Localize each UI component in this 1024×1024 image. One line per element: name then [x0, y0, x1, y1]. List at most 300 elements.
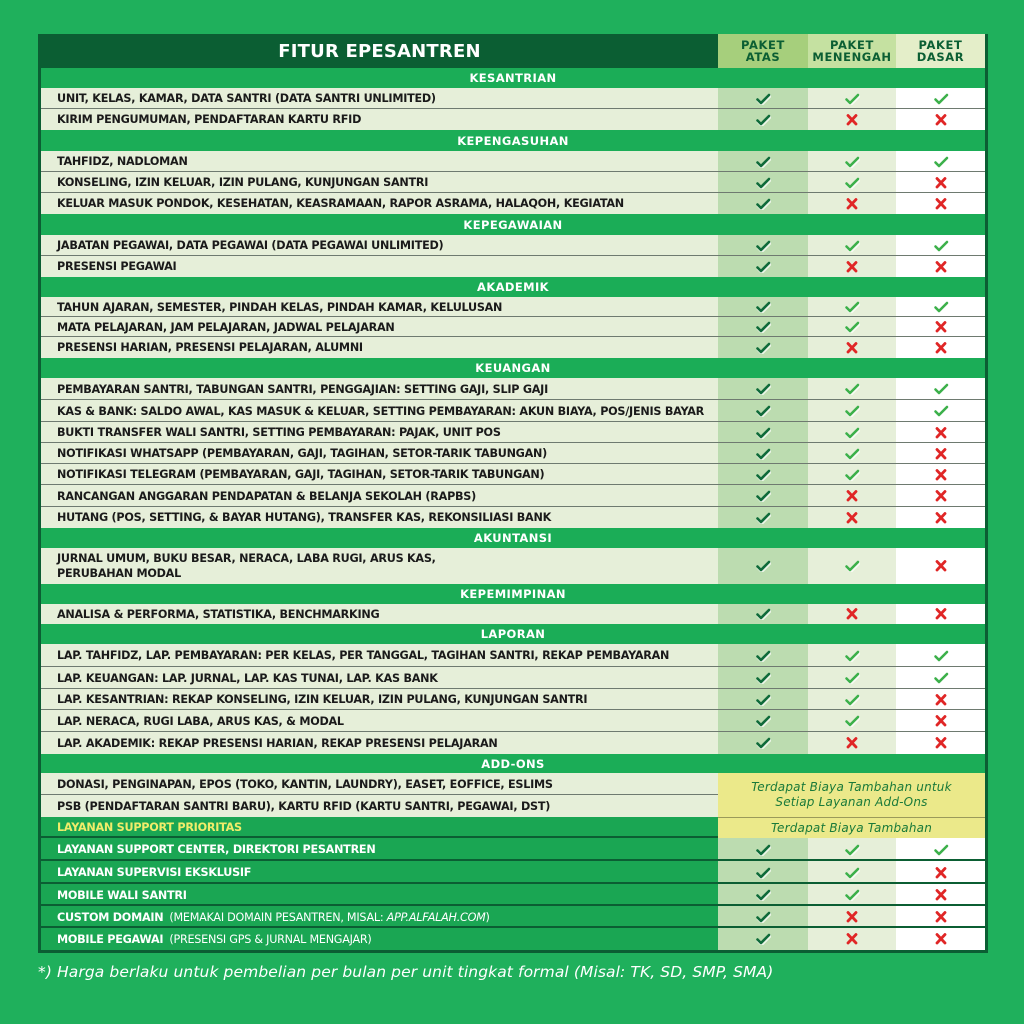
- check-icon: [755, 383, 771, 395]
- cross-icon: [933, 737, 949, 749]
- cell-paket-dasar: [896, 400, 985, 422]
- cell-paket-dasar: [896, 235, 985, 256]
- feature-label: [41, 604, 718, 624]
- feature-row: [41, 378, 985, 400]
- feature-text: ANALISA & PERFORMA, STATISTIKA, BENCHMARKING: [57, 607, 380, 621]
- cell-paket-atas: [718, 256, 808, 277]
- feature-text: HUTANG (POS, SETTING, & BAYAR HUTANG), TRANSFER KAS, REKONSILIASI BANK: [57, 511, 551, 524]
- cell-paket-atas: [718, 400, 808, 422]
- extra-feature-row: [41, 928, 985, 950]
- cross-icon: [844, 198, 860, 210]
- cell-paket-menengah: [808, 710, 896, 732]
- cell-paket-dasar: [896, 906, 985, 928]
- feature-text: BUKTI TRANSFER WALI SANTRI, SETTING PEMBAYARAN: PAJAK, UNIT POS: [57, 426, 501, 439]
- feature-row: [41, 235, 985, 256]
- cell-paket-menengah: [808, 464, 896, 485]
- feature-row: [41, 337, 985, 358]
- feature-row: [41, 256, 985, 277]
- cell-paket-menengah: [808, 297, 896, 317]
- extra-feature-row: [41, 884, 985, 906]
- check-icon: [755, 608, 771, 620]
- check-icon: [755, 321, 771, 333]
- cell-paket-dasar: [896, 507, 985, 528]
- section-header: LAPORAN: [41, 624, 985, 644]
- column-header-line: PAKET: [830, 38, 874, 52]
- cross-icon: [933, 715, 949, 727]
- extra-feature-name: MOBILE WALI SANTRI: [57, 888, 187, 902]
- cell-paket-atas: [718, 172, 808, 193]
- detail-text: (PRESENSI GPS & JURNAL MENGAJAR): [169, 932, 372, 946]
- feature-label: [41, 443, 718, 464]
- check-icon: [844, 240, 860, 252]
- cross-icon: [844, 933, 860, 945]
- table-header: [41, 34, 985, 68]
- check-icon: [933, 650, 949, 662]
- feature-row: [41, 548, 985, 584]
- priority-support-label: [41, 817, 718, 838]
- check-icon: [755, 261, 771, 273]
- detail-text-end: ): [485, 910, 490, 924]
- feature-text: NOTIFIKASI WHATSAPP (PEMBAYARAN, GAJI, TAGIHAN, SETOR-TARIK TABUNGAN): [57, 447, 547, 460]
- cell-paket-dasar: [896, 297, 985, 317]
- cross-icon: [844, 512, 860, 524]
- cell-paket-menengah: [808, 507, 896, 528]
- cross-icon: [933, 560, 949, 572]
- feature-row: [41, 297, 985, 317]
- section-header-addons: ADD-ONS: [41, 754, 985, 773]
- feature-label: [41, 485, 718, 507]
- cell-paket-atas: [718, 337, 808, 358]
- feature-label: [41, 689, 718, 710]
- cross-icon: [933, 911, 949, 923]
- check-icon: [755, 844, 771, 856]
- cell-paket-atas: [718, 88, 808, 109]
- check-icon: [755, 672, 771, 684]
- cell-paket-dasar: [896, 88, 985, 109]
- cell-paket-atas: [718, 667, 808, 689]
- cell-paket-dasar: [896, 928, 985, 950]
- feature-row: [41, 464, 985, 485]
- extra-feature-detail: [169, 932, 371, 947]
- cross-icon: [933, 933, 949, 945]
- extra-feature-label: [41, 861, 718, 884]
- feature-row: [41, 400, 985, 422]
- feature-label: [41, 109, 718, 130]
- check-icon: [755, 512, 771, 524]
- cell-paket-dasar: [896, 667, 985, 689]
- cell-paket-atas: [718, 317, 808, 337]
- cell-paket-atas: [718, 861, 808, 884]
- cell-paket-atas: [718, 507, 808, 528]
- feature-text-line: PERUBAHAN MODAL: [57, 567, 181, 580]
- check-icon: [844, 867, 860, 879]
- feature-label: [41, 172, 718, 193]
- cell-paket-dasar: [896, 861, 985, 884]
- cross-icon: [933, 512, 949, 524]
- feature-text: LAP. TAHFIDZ, LAP. PEMBAYARAN: PER KELAS, PER TANGGAL, TAGIHAN SANTRI, REKAP PEMBAYARAN: [57, 649, 670, 662]
- check-icon: [844, 469, 860, 481]
- feature-label: [41, 297, 718, 317]
- addon-text: PSB (PENDAFTARAN SANTRI BARU), KARTU RFID (KARTU SANTRI, PEGAWAI, DST): [57, 799, 551, 813]
- cross-icon: [933, 114, 949, 126]
- feature-text: LAP. NERACA, RUGI LABA, ARUS KAS, & MODAL: [57, 714, 344, 728]
- check-icon: [755, 694, 771, 706]
- cell-paket-menengah: [808, 548, 896, 584]
- cross-icon: [844, 608, 860, 620]
- feature-label: [41, 235, 718, 256]
- feature-text: KONSELING, IZIN KELUAR, IZIN PULANG, KUNJUNGAN SANTRI: [57, 176, 429, 189]
- cross-icon: [844, 737, 860, 749]
- check-icon: [933, 844, 949, 856]
- extra-feature-name: CUSTOM DOMAIN: [57, 910, 164, 924]
- feature-text: NOTIFIKASI TELEGRAM (PEMBAYARAN, GAJI, TAGIHAN, SETOR-TARIK TABUNGAN): [57, 468, 545, 481]
- check-icon: [844, 672, 860, 684]
- extra-feature-name: MOBILE PEGAWAI: [57, 932, 164, 946]
- feature-label: [41, 422, 718, 443]
- cross-icon: [933, 198, 949, 210]
- feature-text: RANCANGAN ANGGARAN PENDAPATAN & BELANJA SEKOLAH (RAPBS): [57, 489, 476, 503]
- cell-paket-atas: [718, 422, 808, 443]
- check-icon: [844, 177, 860, 189]
- check-icon: [755, 198, 771, 210]
- cell-paket-atas: [718, 548, 808, 584]
- feature-row: [41, 317, 985, 337]
- cross-icon: [933, 867, 949, 879]
- column-header-line: MENENGAH: [812, 50, 892, 64]
- feature-label: [41, 644, 718, 667]
- feature-row: [41, 507, 985, 528]
- cell-paket-atas: [718, 378, 808, 400]
- feature-text: KIRIM PENGUMUMAN, PENDAFTARAN KARTU RFID: [57, 113, 362, 126]
- check-icon: [755, 114, 771, 126]
- check-icon: [755, 469, 771, 481]
- feature-row: [41, 710, 985, 732]
- cross-icon: [933, 448, 949, 460]
- feature-row: [41, 443, 985, 464]
- check-icon: [755, 650, 771, 662]
- cell-paket-dasar: [896, 548, 985, 584]
- cell-paket-menengah: [808, 667, 896, 689]
- note-line: Terdapat Biaya Tambahan untuk: [751, 780, 952, 794]
- check-icon: [755, 889, 771, 901]
- feature-text: MATA PELAJARAN, JAM PELAJARAN, JADWAL PELAJARAN: [57, 320, 395, 334]
- column-header-paket-atas: [718, 34, 808, 68]
- feature-row: [41, 88, 985, 109]
- cross-icon: [933, 342, 949, 354]
- cell-paket-dasar: [896, 710, 985, 732]
- section-header: KEUANGAN: [41, 358, 985, 378]
- column-header-line: PAKET: [741, 38, 785, 52]
- feature-text: JABATAN PEGAWAI, DATA PEGAWAI (DATA PEGAWAI UNLIMITED): [57, 239, 444, 252]
- check-icon: [933, 93, 949, 105]
- feature-label: [41, 710, 718, 732]
- cell-paket-menengah: [808, 838, 896, 861]
- cross-icon: [844, 911, 860, 923]
- extra-feature-name: LAYANAN SUPPORT CENTER, DIREKTORI PESANTREN: [57, 843, 376, 856]
- cell-paket-dasar: [896, 884, 985, 906]
- feature-text: PRESENSI PEGAWAI: [57, 260, 177, 273]
- cell-paket-menengah: [808, 443, 896, 464]
- feature-text: PRESENSI HARIAN, PRESENSI PELAJARAN, ALUMNI: [57, 341, 363, 354]
- pricing-footnote: *) Harga berlaku untuk pembelian per bulan per unit tingkat formal (Misal: TK, SD, SMP, SMA): [38, 963, 774, 981]
- extra-feature-label: [41, 838, 718, 861]
- feature-text: PEMBAYARAN SANTRI, TABUNGAN SANTRI, PENGGAJIAN: SETTING GAJI, SLIP GAJI: [57, 382, 548, 396]
- cell-paket-menengah: [808, 400, 896, 422]
- cell-paket-dasar: [896, 256, 985, 277]
- feature-text: LAP. KEUANGAN: LAP. JURNAL, LAP. KAS TUNAI, LAP. KAS BANK: [57, 671, 438, 685]
- extra-feature-row: [41, 861, 985, 884]
- cell-paket-atas: [718, 906, 808, 928]
- check-icon: [844, 889, 860, 901]
- check-icon: [933, 405, 949, 417]
- cross-icon: [933, 694, 949, 706]
- feature-row: [41, 644, 985, 667]
- feature-text-line: JURNAL UMUM, BUKU BESAR, NERACA, LABA RUGI, ARUS KAS,: [57, 552, 436, 565]
- cross-icon: [844, 490, 860, 502]
- cell-paket-atas: [718, 884, 808, 906]
- feature-label: [41, 548, 718, 584]
- cell-paket-atas: [718, 297, 808, 317]
- extra-feature-name: LAYANAN SUPERVISI EKSKLUSIF: [57, 866, 252, 879]
- cell-paket-menengah: [808, 422, 896, 443]
- cell-paket-menengah: [808, 928, 896, 950]
- check-icon: [844, 844, 860, 856]
- section-header: KEPEGAWAIAN: [41, 214, 985, 235]
- check-icon: [933, 383, 949, 395]
- note-line: Setiap Layanan Add-Ons: [775, 795, 928, 809]
- column-header-paket-dasar: [896, 34, 985, 68]
- cell-paket-dasar: [896, 422, 985, 443]
- feature-row: [41, 604, 985, 624]
- check-icon: [844, 383, 860, 395]
- feature-text: TAHUN AJARAN, SEMESTER, PINDAH KELAS, PINDAH KAMAR, KELULUSAN: [57, 300, 503, 314]
- cell-paket-menengah: [808, 604, 896, 624]
- cell-paket-dasar: [896, 378, 985, 400]
- column-header-line: DASAR: [916, 50, 965, 64]
- priority-extra-cost-note: Terdapat Biaya Tambahan: [718, 817, 985, 838]
- cross-icon: [844, 342, 860, 354]
- cell-paket-dasar: [896, 838, 985, 861]
- feature-label: [41, 317, 718, 337]
- cell-paket-menengah: [808, 485, 896, 507]
- check-icon: [844, 156, 860, 168]
- check-icon: [844, 93, 860, 105]
- cell-paket-atas: [718, 151, 808, 172]
- column-header-line: PAKET: [918, 38, 963, 52]
- check-icon: [844, 321, 860, 333]
- column-header-paket-menengah: [808, 34, 896, 68]
- feature-row: [41, 732, 985, 754]
- extra-feature-label: [41, 928, 718, 950]
- cell-paket-menengah: [808, 172, 896, 193]
- check-icon: [844, 405, 860, 417]
- feature-label: [41, 507, 718, 528]
- cell-paket-atas: [718, 928, 808, 950]
- feature-text: KAS & BANK: SALDO AWAL, KAS MASUK & KELUAR, SETTING PEMBAYARAN: AKUN BIAYA, POS/JENIS BAYAR: [57, 404, 705, 418]
- cell-paket-atas: [718, 710, 808, 732]
- check-icon: [755, 911, 771, 923]
- feature-text: UNIT, KELAS, KAMAR, DATA SANTRI (DATA SANTRI UNLIMITED): [57, 92, 436, 105]
- cell-paket-dasar: [896, 172, 985, 193]
- check-icon: [844, 301, 860, 313]
- check-icon: [844, 694, 860, 706]
- check-icon: [755, 156, 771, 168]
- cell-paket-dasar: [896, 485, 985, 507]
- extra-feature-row: [41, 838, 985, 861]
- feature-row: [41, 193, 985, 214]
- cell-paket-menengah: [808, 378, 896, 400]
- cell-paket-menengah: [808, 88, 896, 109]
- cell-paket-menengah: [808, 689, 896, 710]
- cell-paket-dasar: [896, 443, 985, 464]
- feature-row: [41, 109, 985, 130]
- feature-row: [41, 485, 985, 507]
- check-icon: [933, 672, 949, 684]
- cell-paket-menengah: [808, 644, 896, 667]
- check-icon: [755, 715, 771, 727]
- check-icon: [755, 342, 771, 354]
- feature-text: LAP. KESANTRIAN: REKAP KONSELING, IZIN KELUAR, IZIN PULANG, KUNJUNGAN SANTRI: [57, 693, 588, 706]
- cell-paket-menengah: [808, 235, 896, 256]
- cell-paket-menengah: [808, 256, 896, 277]
- check-icon: [844, 427, 860, 439]
- cell-paket-menengah: [808, 109, 896, 130]
- feature-text: KELUAR MASUK PONDOK, KESEHATAN, KEASRAMAAN, RAPOR ASRAMA, HALAQOH, KEGIATAN: [57, 197, 624, 210]
- feature-row: [41, 172, 985, 193]
- feature-text: [57, 551, 436, 581]
- check-icon: [755, 490, 771, 502]
- feature-row: [41, 667, 985, 689]
- cell-paket-atas: [718, 732, 808, 754]
- cell-paket-dasar: [896, 689, 985, 710]
- feature-label: [41, 151, 718, 172]
- feature-label: [41, 193, 718, 214]
- check-icon: [755, 177, 771, 189]
- addon-text: DONASI, PENGINAPAN, EPOS (TOKO, KANTIN, LAUNDRY), EASET, EOFFICE, ESLIMS: [57, 777, 553, 791]
- feature-label: [41, 667, 718, 689]
- check-icon: [755, 427, 771, 439]
- feature-label: [41, 256, 718, 277]
- cell-paket-dasar: [896, 604, 985, 624]
- addon-label: [41, 795, 718, 817]
- check-icon: [755, 933, 771, 945]
- cell-paket-atas: [718, 604, 808, 624]
- cross-icon: [933, 261, 949, 273]
- feature-label: [41, 378, 718, 400]
- feature-label: [41, 464, 718, 485]
- cell-paket-menengah: [808, 884, 896, 906]
- cell-paket-atas: [718, 235, 808, 256]
- cross-icon: [933, 490, 949, 502]
- cell-paket-menengah: [808, 732, 896, 754]
- addons-extra-cost-note: [718, 773, 985, 817]
- check-icon: [755, 867, 771, 879]
- feature-label: [41, 732, 718, 754]
- cell-paket-dasar: [896, 732, 985, 754]
- extra-feature-label: [41, 884, 718, 906]
- cross-icon: [933, 608, 949, 620]
- feature-row: [41, 422, 985, 443]
- extra-feature-row: [41, 906, 985, 928]
- check-icon: [755, 301, 771, 313]
- cross-icon: [844, 114, 860, 126]
- section-header: KESANTRIAN: [41, 68, 985, 88]
- cell-paket-atas: [718, 485, 808, 507]
- cross-icon: [933, 889, 949, 901]
- cell-paket-menengah: [808, 861, 896, 884]
- cell-paket-atas: [718, 689, 808, 710]
- detail-example-domain: APP.ALFALAH.COM: [386, 910, 486, 924]
- section-header: AKUNTANSI: [41, 528, 985, 548]
- extra-feature-detail: [169, 910, 489, 925]
- priority-support-text: LAYANAN SUPPORT PRIORITAS: [57, 821, 242, 834]
- cross-icon: [933, 469, 949, 481]
- cross-icon: [844, 261, 860, 273]
- cell-paket-menengah: [808, 193, 896, 214]
- detail-text: (MEMAKAI DOMAIN PESANTREN, MISAL:: [169, 910, 387, 924]
- cell-paket-menengah: [808, 337, 896, 358]
- cell-paket-dasar: [896, 644, 985, 667]
- feature-text: LAP. AKADEMIK: REKAP PRESENSI HARIAN, REKAP PRESENSI PELAJARAN: [57, 736, 498, 750]
- section-header: AKADEMIK: [41, 277, 985, 297]
- feature-text: TAHFIDZ, NADLOMAN: [57, 155, 188, 168]
- cross-icon: [933, 321, 949, 333]
- cell-paket-atas: [718, 443, 808, 464]
- cell-paket-menengah: [808, 906, 896, 928]
- feature-comparison-table: [38, 34, 988, 953]
- check-icon: [755, 405, 771, 417]
- cross-icon: [933, 427, 949, 439]
- check-icon: [933, 156, 949, 168]
- section-header: KEPENGASUHAN: [41, 130, 985, 151]
- cell-paket-menengah: [808, 317, 896, 337]
- cell-paket-atas: [718, 109, 808, 130]
- check-icon: [755, 448, 771, 460]
- section-header: KEPEMIMPINAN: [41, 584, 985, 604]
- cell-paket-dasar: [896, 317, 985, 337]
- cell-paket-dasar: [896, 464, 985, 485]
- feature-label: [41, 400, 718, 422]
- cell-paket-dasar: [896, 109, 985, 130]
- check-icon: [755, 93, 771, 105]
- table-title: FITUR EPESANTREN: [41, 34, 718, 68]
- cross-icon: [933, 177, 949, 189]
- cell-paket-atas: [718, 838, 808, 861]
- cell-paket-dasar: [896, 193, 985, 214]
- check-icon: [755, 737, 771, 749]
- check-icon: [844, 448, 860, 460]
- addon-label: [41, 773, 718, 795]
- feature-row: [41, 151, 985, 172]
- check-icon: [933, 240, 949, 252]
- extra-feature-label: [41, 906, 718, 928]
- column-header-line: ATAS: [745, 50, 781, 64]
- check-icon: [755, 240, 771, 252]
- cell-paket-dasar: [896, 337, 985, 358]
- check-icon: [844, 560, 860, 572]
- cell-paket-atas: [718, 193, 808, 214]
- cell-paket-atas: [718, 644, 808, 667]
- feature-label: [41, 337, 718, 358]
- cell-paket-atas: [718, 464, 808, 485]
- check-icon: [844, 715, 860, 727]
- check-icon: [844, 650, 860, 662]
- check-icon: [933, 301, 949, 313]
- cell-paket-dasar: [896, 151, 985, 172]
- check-icon: [755, 560, 771, 572]
- feature-label: [41, 88, 718, 109]
- feature-row: [41, 689, 985, 710]
